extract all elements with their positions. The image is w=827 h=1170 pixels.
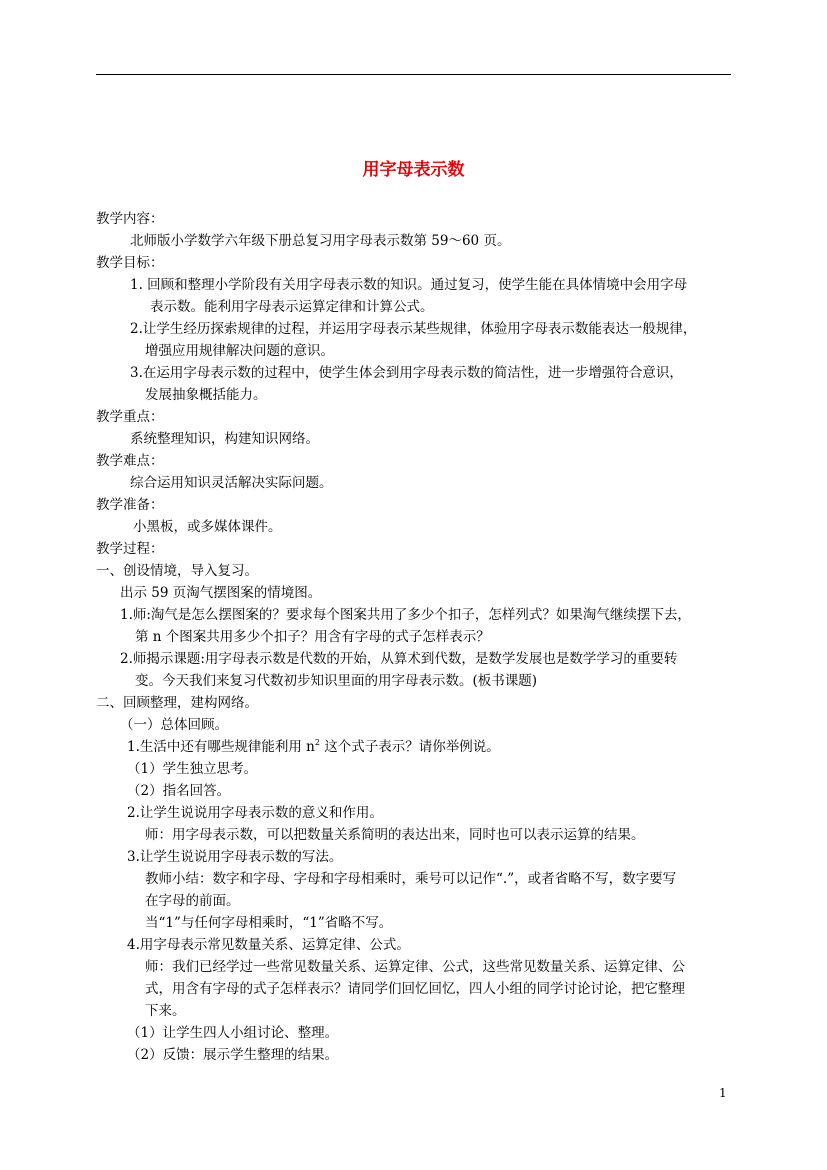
paragraph-content: 北师版小学数学六年级下册总复习用字母表示数第 59～60 页。 xyxy=(130,233,511,249)
section-2-item-3: 3.让学生说说用字母表示数的写法。 xyxy=(127,849,343,865)
heading-goals: 教学目标： xyxy=(96,255,164,271)
section-2-item-2-teacher: 师：用字母表示数，可以把数量关系简明的表达出来，同时也可以表示运算的结果。 xyxy=(145,827,645,843)
section-1-item-2-line-1: 2.师揭示课题:用字母表示数是代数的开始，从算术到代数，是数学发展也是数学学习的重要转 xyxy=(120,651,678,667)
goal-3-line-2: 发展抽象概括能力。 xyxy=(145,387,267,403)
section-2-item-4-line-3: 下来。 xyxy=(145,1003,186,1019)
section-2-subheading: （一）总体回顾。 xyxy=(120,717,228,733)
section-1-item-1-line-2: 第 n 个图案共用多少个扣子？用含有字母的式子怎样表示？ xyxy=(135,629,490,645)
section-1-item-1-line-1: 1.师:淘气是怎么摆图案的？要求每个图案共用了多少个扣子，怎样列式？如果淘气继续摆下去， xyxy=(120,607,691,623)
section-2-item-4-line-1: 师：我们已经学过一些常见数量关系、运算定律、公式，这些常见数量关系、运算定律、公 xyxy=(145,959,685,975)
heading-content: 教学内容： xyxy=(96,211,164,227)
document-title: 用字母表示数 xyxy=(362,160,465,180)
section-2-item-4-sub-1: （1）让学生四人小组讨论、整理。 xyxy=(127,1025,339,1041)
section-2-heading: 二、回顾整理，建构网络。 xyxy=(96,695,258,711)
item-1-text-pre: 1.生活中还有哪些规律能利用 n xyxy=(127,739,315,755)
section-2-item-4: 4.用字母表示常见数量关系、运算定律、公式。 xyxy=(127,937,410,953)
section-2-item-1-sub-2: （2）指名回答。 xyxy=(127,783,231,799)
heading-process: 教学过程： xyxy=(96,541,164,557)
section-2-item-3-line-1: 教师小结：数字和字母、字母和字母相乘时，乘号可以记作“.”，或者省略不写，数字要写 xyxy=(145,871,677,887)
section-2-item-2: 2.让学生说说用字母表示数的意义和作用。 xyxy=(127,805,383,821)
goal-1-line-2: 表示数。能利用字母表示运算定律和计算公式。 xyxy=(150,299,434,315)
goal-2-line-2: 增强应用规律解决问题的意识。 xyxy=(145,343,334,359)
goal-1-line-1: 1. 回顾和整理小学阶段有关用字母表示数的知识。通过复习，使学生能在具体情境中会用字母 xyxy=(130,277,688,293)
goal-2-line-1: 2.让学生经历探索规律的过程，并运用字母表示某些规律，体验用字母表示数能表达一般规律， xyxy=(130,321,697,337)
paragraph-preparation: 小黑板，或多媒体课件。 xyxy=(133,519,282,535)
section-2-item-1 xyxy=(127,736,500,758)
goal-3-line-1: 3.在运用字母表示数的过程中，使学生体会到用字母表示数的简洁性，进一步增强符合意识， xyxy=(130,365,683,381)
section-2-item-1-sub-1: （1）学生独立思考。 xyxy=(127,761,258,777)
section-1-item-2-line-2: 变。今天我们来复习代数初步知识里面的用字母表示数。(板书课题) xyxy=(135,673,538,689)
section-2-item-4-sub-2: （2）反馈：展示学生整理的结果。 xyxy=(127,1047,339,1063)
section-1-heading: 一、创设情境，导入复习。 xyxy=(96,563,258,579)
section-2-item-3-line-2: 在字母的前面。 xyxy=(145,893,240,909)
section-2-item-4-line-2: 式，用含有字母的式子怎样表示？请同学们回忆回忆，四人小组的同学讨论讨论，把它整理 xyxy=(145,981,685,997)
heading-key-points: 教学重点： xyxy=(96,409,164,425)
paragraph-key-points: 系统整理知识，构建知识网络。 xyxy=(130,431,319,447)
heading-preparation: 教学准备： xyxy=(96,497,164,513)
paragraph-difficulties: 综合运用知识灵活解决实际问题。 xyxy=(130,475,333,491)
superscript-2: 2 xyxy=(314,738,320,747)
header-rule xyxy=(96,74,731,75)
heading-difficulties: 教学难点： xyxy=(96,453,164,469)
section-1-intro: 出示 59 页淘气摆图案的情境图。 xyxy=(120,585,322,601)
section-2-item-3-line-3: 当“1”与任何字母相乘时，“1”省略不写。 xyxy=(145,915,393,931)
item-1-text-post: 这个式子表示？请你举例说。 xyxy=(319,739,500,755)
page-number: 1 xyxy=(719,1086,727,1100)
